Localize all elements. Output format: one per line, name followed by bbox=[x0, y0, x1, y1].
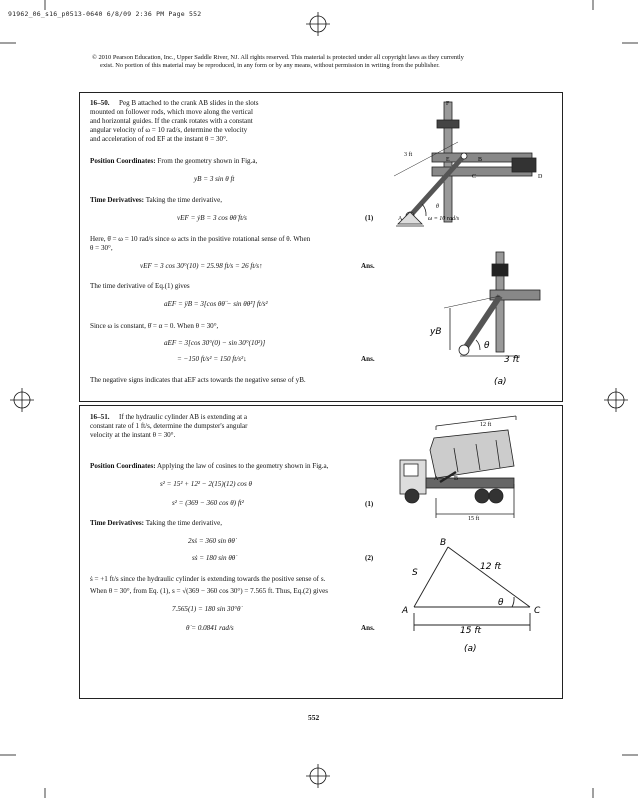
p1-deriv-text: The time derivative of Eq.(1) gives bbox=[90, 282, 190, 290]
p2-position-line bbox=[90, 462, 328, 472]
p1-ans-2: Ans. bbox=[361, 355, 375, 363]
p2-eq-d1: 2sṡ = 360 sin θθ̇ bbox=[188, 537, 235, 545]
p2-figa-caption: (a) bbox=[464, 644, 477, 654]
p2-figa-C: C bbox=[534, 606, 541, 616]
p2-statement-3: velocity at the instant θ = 30°. bbox=[90, 431, 176, 439]
p1-time-text: Taking the time derivative, bbox=[145, 196, 223, 204]
p2-eq-sub: 7.565(1) = 180 sin 30°θ̇ bbox=[172, 605, 241, 613]
p1-figa-theta: θ bbox=[484, 341, 490, 351]
p1-here-2: θ = 30°, bbox=[90, 244, 113, 252]
p1-negative-text: The negative signs indicates that aEF acts towards the negative sense of yB. bbox=[90, 376, 306, 384]
p1-figa-len: 3 ft bbox=[504, 355, 520, 365]
p2-eq-d2: sṡ = 180 sin θθ̇ bbox=[192, 554, 236, 562]
p2-position-heading: Position Coordinates: bbox=[90, 462, 156, 470]
p1-number: 16–50. bbox=[90, 99, 110, 107]
p1-fig-label-F: F bbox=[446, 101, 450, 107]
p1-statement-4: angular velocity of ω = 10 rad/s, determine the velocity bbox=[90, 126, 248, 134]
p1-figa-caption: (a) bbox=[494, 377, 507, 387]
p2-truck-figure bbox=[396, 414, 526, 524]
p2-fig-12ft: 12 ft bbox=[480, 422, 492, 428]
p1-here-1: Here, θ̇ = ω = 10 rad/s since ω acts in the positive rotational sense of θ. When bbox=[90, 235, 311, 243]
p2-time-heading: Time Derivatives: bbox=[90, 519, 145, 527]
p2-figure-a bbox=[400, 535, 550, 655]
p2-figa-theta: θ bbox=[498, 598, 504, 608]
p1-position-line bbox=[90, 157, 257, 167]
p2-eq-s2b: s² = (369 − 360 cos θ) ft² bbox=[172, 499, 244, 507]
p1-figure-a bbox=[430, 250, 550, 390]
p2-position-text: Applying the law of cosines to the geometry shown in Fig.a, bbox=[157, 462, 329, 470]
p2-fig-A: A bbox=[434, 476, 439, 482]
p2-figa-A: A bbox=[402, 606, 409, 616]
p1-eq-v: vEF = ẏB = 3 cos θθ̇ ft/s bbox=[177, 214, 247, 222]
p2-statement-2: constant rate of 1 ft/s, determine the dumpster's angular bbox=[90, 422, 248, 430]
copyright-line-1: © 2010 Pearson Education, Inc., Upper Saddle River, NJ. All rights reserved. This material is protected under all copyright laws as they currently bbox=[92, 54, 464, 61]
p1-fig-label-D: D bbox=[538, 174, 543, 180]
p1-fig-label-theta: θ bbox=[436, 204, 439, 210]
p1-fig-label-len: 3 ft bbox=[404, 152, 413, 158]
p2-ans: Ans. bbox=[361, 624, 375, 632]
p1-position-heading: Position Coordinates: bbox=[90, 157, 156, 165]
copyright-notice bbox=[92, 54, 532, 71]
p1-eq-aval: aEF = 3[cos 30°(0) − sin 30°(10²)] bbox=[164, 339, 266, 347]
p1-figa-yb: yB bbox=[430, 327, 442, 337]
p1-position-text: From the geometry shown in Fig.a, bbox=[157, 157, 258, 165]
p1-eq-v-tag: (1) bbox=[365, 214, 374, 222]
p1-eq-a: aEF = ÿB = 3[cos θθ̈ − sin θθ̇²] ft/s² bbox=[164, 300, 268, 308]
p2-time-line bbox=[90, 519, 222, 529]
p1-fig-label-omega: ω = 10 rad/s bbox=[428, 216, 460, 222]
p2-fig-15ft: 15 ft bbox=[468, 516, 480, 522]
p1-eq-aval2: = −150 ft/s² = 150 ft/s²↓ bbox=[177, 355, 247, 363]
p1-statement-1: Peg B attached to the crank AB slides in the slots bbox=[119, 99, 259, 107]
p1-since-text: Since ω is constant, θ̈ = α = 0. When θ = 30°, bbox=[90, 322, 219, 330]
p1-eq-y: yB = 3 sin θ ft bbox=[194, 175, 235, 183]
copyright-line-2: exist. No portion of this material may be reproduced, in any form or by any means, without permission in writing from the publisher. bbox=[100, 62, 440, 70]
p1-fig-label-B: B bbox=[478, 157, 483, 163]
p1-eq-vval: vEF = 3 cos 30°(10) = 25.98 ft/s = 26 ft/s↑ bbox=[140, 262, 263, 270]
p2-eq-res: θ̇ = 0.0841 rad/s bbox=[186, 624, 234, 632]
p1-fig-label-C: C bbox=[472, 174, 477, 180]
p1-statement-2: mounted on follower rods, which move along the vertical bbox=[90, 108, 253, 116]
p1-statement-5: and acceleration of rod EF at the instant θ = 30°. bbox=[90, 135, 228, 143]
p1-time-heading: Time Derivatives: bbox=[90, 196, 145, 204]
p2-number: 16–51. bbox=[90, 413, 110, 421]
p2-fig-B: B bbox=[454, 476, 459, 482]
p1-fig-label-A: A bbox=[398, 216, 403, 222]
p1-ans-1: Ans. bbox=[361, 262, 375, 270]
p2-figa-15ft: 15 ft bbox=[460, 626, 482, 636]
p2-figa-12ft: 12 ft bbox=[480, 562, 502, 572]
p1-statement-3: and horizontal guides. If the crank rotates with a constant bbox=[90, 117, 253, 125]
p2-figa-S: S bbox=[412, 568, 418, 578]
p2-eq-d2-tag: (2) bbox=[365, 554, 374, 562]
p1-mechanism-figure bbox=[392, 98, 552, 238]
page-number: 552 bbox=[308, 713, 320, 722]
print-slug: 91962_06_s16_p0513-0640 6/8/09 2:36 PM Page 552 bbox=[8, 10, 202, 18]
p2-sdot-1: ṡ = +1 ft/s since the hydraulic cylinder is extending towards the positive sense of s. bbox=[90, 575, 326, 583]
p2-eq-s2: s² = 15² + 12² − 2(15)(12) cos θ bbox=[160, 480, 253, 488]
p2-statement-1: If the hydraulic cylinder AB is extending at a bbox=[119, 413, 248, 421]
p1-time-line bbox=[90, 196, 222, 206]
p2-sdot-2: When θ = 30°, from Eq. (1), s = √(369 − 360 cos 30°) = 7.565 ft. Thus, Eq.(2) gives bbox=[90, 587, 329, 595]
p1-fig-label-E: E bbox=[446, 157, 450, 163]
p2-eq-s2b-tag: (1) bbox=[365, 500, 374, 508]
p2-time-text: Taking the time derivative, bbox=[145, 519, 223, 527]
p2-figa-B: B bbox=[440, 538, 447, 548]
